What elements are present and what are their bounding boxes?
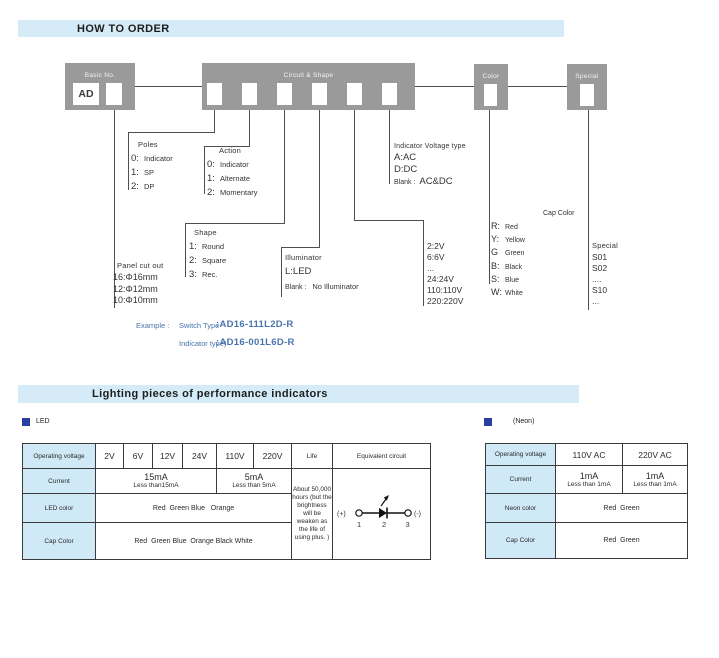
- special-label: Special: [575, 73, 599, 80]
- led-table: [22, 443, 431, 560]
- special-item: S10: [592, 285, 608, 295]
- shape-item: 2: Square: [189, 255, 227, 266]
- indicator-voltage-item: A:AC: [394, 152, 417, 163]
- action-group: [207, 146, 258, 199]
- life-text-cell: About 50,000 hours (but the brightness will be weaken as the life of using plus. ): [292, 469, 333, 560]
- special-item: S01: [592, 252, 608, 262]
- neon-cap-colors-cell: Red Green: [556, 523, 688, 559]
- poles-item: 1: SP: [131, 167, 155, 178]
- how-to-order-title: HOW TO ORDER: [77, 22, 170, 35]
- led-bullet-icon: [22, 418, 30, 426]
- code-slot: [484, 84, 497, 106]
- indicator-type-label: Indicator type): [179, 339, 227, 348]
- poles-title: Poles: [138, 140, 158, 149]
- cap-color-item: G Green: [491, 247, 525, 258]
- cap-color-item: W: White: [491, 287, 523, 298]
- svg-text:(-): (-): [413, 511, 421, 518]
- basic-no-box: [65, 63, 135, 110]
- poles-item: 2: DP: [131, 181, 155, 192]
- special-title: Special: [592, 241, 618, 250]
- voltage-item: 220:220V: [427, 296, 464, 306]
- neon-row-label: Operating voltage: [486, 444, 556, 466]
- led-section-label: LED: [36, 418, 50, 425]
- led-row-label: Current: [23, 469, 96, 494]
- panel-cutout-group: [113, 261, 163, 307]
- neon-row-label: Neon color: [486, 494, 556, 523]
- circuit-shape-box: [202, 63, 415, 110]
- illuminator-blank: Blank : No Illuminator: [285, 282, 359, 291]
- panel-cutout-item: 16:Φ16mm: [113, 272, 158, 282]
- shape-group: [189, 228, 226, 281]
- code-slot: [242, 83, 257, 105]
- led-row-label: Cap Color: [23, 523, 96, 560]
- special-box: [567, 64, 607, 110]
- neon-row-label: Current: [486, 466, 556, 494]
- special-item: S02: [592, 263, 608, 273]
- illuminator-led: L:LED: [285, 266, 312, 277]
- led-voltage-header: 24V: [183, 444, 217, 469]
- shape-title: Shape: [194, 228, 217, 237]
- led-voltage-header: 12V: [153, 444, 183, 469]
- voltage-item: 2:2V: [427, 241, 445, 251]
- action-title: Action: [219, 146, 242, 155]
- basic-no-label: Basic No.: [84, 72, 116, 79]
- voltage-item: ...: [427, 263, 435, 273]
- illuminator-group: [285, 253, 359, 294]
- action-item: 2: Momentary: [207, 187, 258, 198]
- led-voltage-header: 110V: [217, 444, 254, 469]
- poles-item: 0: Indicator: [131, 153, 173, 164]
- cap-color-title: Cap Color: [543, 210, 575, 217]
- action-item: 0: Indicator: [207, 159, 249, 170]
- led-voltage-header: 2V: [96, 444, 124, 469]
- color-box: [474, 64, 508, 110]
- svg-text:(+): (+): [336, 511, 346, 518]
- neon-table: [485, 443, 688, 559]
- equivalent-circuit-header: Equivalent circuit: [333, 444, 431, 469]
- svg-text:2: 2: [381, 520, 386, 529]
- indicator-type-code: :AD16-001L6D-R: [216, 337, 295, 348]
- special-group: [592, 241, 618, 307]
- code-slot: [382, 83, 397, 105]
- color-label: Color: [482, 73, 500, 80]
- indicator-voltage-blank: Blank : AC&DC: [394, 176, 453, 187]
- circuit-shape-label: Circuit & Shape: [283, 72, 334, 79]
- led-voltage-header: 6V: [124, 444, 153, 469]
- svg-text:1: 1: [356, 520, 361, 529]
- led-colors-cell: Red Green Blue Orange: [96, 494, 292, 523]
- special-item: ...: [592, 296, 600, 306]
- led-current-low-cell: 15mA Less than15mA: [96, 469, 217, 494]
- voltage-group: [427, 241, 463, 307]
- action-item: 1: Alternate: [207, 173, 251, 184]
- lighting-bar: [18, 385, 579, 403]
- code-slot: [207, 83, 222, 105]
- cap-color-item: S: Blue: [491, 273, 520, 284]
- led-current-high-cell: 5mA Less than 5mA: [217, 469, 292, 494]
- example-label: Example :: [136, 321, 170, 330]
- neon-current-cell: 1mA Less than 1mA: [556, 466, 623, 494]
- neon-bullet-icon: [484, 418, 492, 426]
- cap-color-item: Y: Yellow: [491, 234, 525, 245]
- led-row-label: Operating voltage: [23, 444, 96, 469]
- shape-item: 3: Rec.: [189, 269, 218, 280]
- indicator-voltage-group: [394, 143, 466, 189]
- shape-item: 1: Round: [189, 241, 225, 252]
- svg-text:3: 3: [405, 520, 410, 529]
- switch-type-label: Switch Type: [179, 321, 220, 330]
- neon-colors-cell: Red Green: [556, 494, 688, 523]
- indicator-voltage-title: Indicator Voltage type: [394, 143, 466, 150]
- panel-cutout-title: Panel cut out: [117, 261, 164, 270]
- cap-color-item: R: Red: [491, 221, 518, 231]
- special-item: ....: [592, 274, 602, 284]
- equivalent-circuit-diagram: [334, 469, 430, 554]
- voltage-item: 24:24V: [427, 274, 454, 284]
- led-cap-colors-cell: Red Green Blue Orange Black White: [96, 523, 292, 560]
- code-slot: [347, 83, 362, 105]
- example-switch-row: [136, 319, 336, 333]
- panel-cutout-item: 12:Φ12mm: [113, 283, 158, 294]
- neon-row-label: Cap Color: [486, 523, 556, 559]
- indicator-voltage-item: D:DC: [394, 164, 418, 175]
- neon-section-label: (Neon): [513, 418, 535, 425]
- cap-color-item: B: Black: [491, 260, 523, 271]
- led-emission-arrow-icon: [381, 499, 386, 506]
- code-slot: [312, 83, 327, 105]
- voltage-item: 110:110V: [427, 285, 463, 295]
- poles-group: [131, 140, 173, 193]
- neon-voltage-header: 110V AC: [556, 444, 623, 466]
- led-voltage-header: 220V: [254, 444, 292, 469]
- life-header: Life: [292, 444, 333, 469]
- code-slot: [580, 84, 594, 106]
- neon-voltage-header: 220V AC: [623, 444, 688, 466]
- panel-cutout-item: 10:Φ10mm: [113, 295, 158, 305]
- code-slot: [277, 83, 292, 105]
- voltage-item: 6:6V: [427, 252, 445, 262]
- code-slot: [106, 83, 122, 105]
- example-indicator-row: [136, 337, 336, 351]
- switch-type-code: :AD16-111L2D-R: [216, 319, 294, 330]
- illuminator-title: Illuminator: [285, 253, 322, 262]
- lighting-title: Lighting pieces of performance indicators: [92, 388, 328, 400]
- ad-prefix: AD: [73, 83, 99, 105]
- equivalent-circuit-cell: [333, 469, 431, 560]
- neon-current-cell: 1mA Less than 1mA: [623, 466, 688, 494]
- led-row-label: LED color: [23, 494, 96, 523]
- cap-color-group: [491, 220, 525, 299]
